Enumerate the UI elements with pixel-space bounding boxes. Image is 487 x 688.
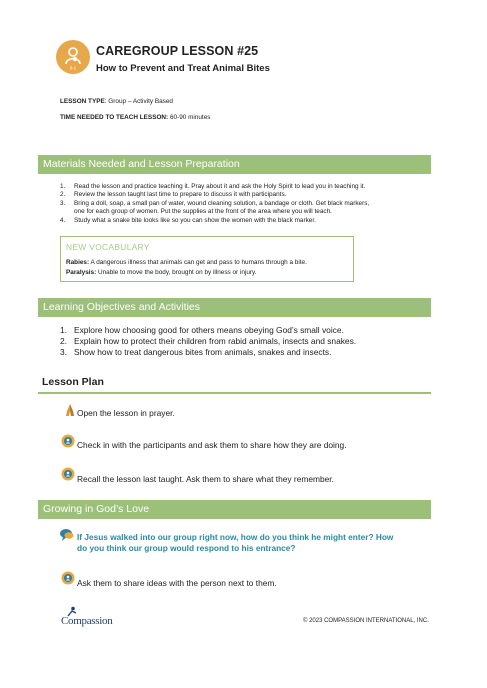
copyright: © 2023 COMPASSION INTERNATIONAL, INC. [303, 618, 429, 624]
vocabulary-heading: NEW VOCABULARY [66, 242, 150, 252]
lesson-title: CAREGROUP LESSON #25 [96, 44, 259, 58]
list-item: 3. Show how to treat dangerous bites from animals, snakes and insects. [60, 347, 332, 358]
group-gear-icon [60, 466, 76, 487]
list-item: 1. Explore how choosing good for others means obeying God’s small voice. [60, 325, 344, 335]
vocab-term-paralysis: Paralysis: Unable to move the body, brought on by illness or injury. [66, 269, 257, 276]
plan-step-3: Recall the lesson last taught. Ask them to share what they remember. [77, 474, 334, 484]
logo-caption: 0-1 [69, 65, 77, 70]
objectives-list [60, 325, 356, 359]
group-gear-icon [60, 570, 76, 591]
list-item: 4. Study what a snake bite looks like so you can show the women with the black marker. [60, 216, 316, 224]
group-gear-icon [60, 433, 76, 454]
brand-logo: Compassion [61, 615, 113, 627]
lesson-type-line [60, 98, 173, 105]
lesson-plan-heading: Lesson Plan [42, 376, 104, 388]
logo-badge [56, 40, 90, 74]
lesson-subtitle: How to Prevent and Treat Animal Bites [96, 63, 270, 74]
growing-heading: Growing in God’s Love [38, 500, 431, 519]
plan-step-2: Check in with the participants and ask them to share how they are doing. [77, 440, 347, 450]
lesson-time-line [60, 114, 210, 121]
reflection-question: If Jesus walked into our group right now, how do you think he might enter? How do you think our group would respond to his entrance? [77, 532, 394, 553]
list-item: 2. Review the lesson taught last time to prepare to discuss it with participants. [60, 191, 287, 199]
lesson-type-label: LESSON TYPE [60, 98, 105, 105]
lesson-plan-divider [38, 392, 431, 394]
list-item: 2. Explain how to protect their children from rabid animals, insects and snakes. [60, 336, 357, 347]
materials-list [60, 183, 430, 225]
praying-hands-icon [62, 402, 78, 423]
mother-child-icon [60, 44, 86, 70]
list-item: 3. Bring a doll, soap, a small pan of water, wound cleaning solution, a bandage or cloth. Get black markers, one for each group of women. Put the supplies at the front of the area where you will teach. [60, 199, 370, 216]
lesson-time-value: 60-90 minutes [168, 114, 211, 121]
plan-step-1: Open the lesson in prayer. [77, 408, 175, 418]
list-item: 1. Read the lesson and practice teaching it. Pray about it and ask the Holy Spirit to lead you in teaching it. [60, 183, 366, 190]
share-instruction: Ask them to share ideas with the person next to them. [77, 578, 277, 588]
vocab-term-rabies: Rabies: A dangerous illness that animals can get and pass to humans through a bite. [66, 259, 307, 266]
lesson-type-value: : Group – Activity Based [104, 98, 173, 105]
lesson-time-label: TIME NEEDED TO TEACH LESSON: [60, 114, 169, 121]
speech-bubble-icon [59, 527, 75, 548]
objectives-heading: Learning Objectives and Activities [38, 298, 431, 317]
materials-heading: Materials Needed and Lesson Preparation [38, 155, 431, 174]
